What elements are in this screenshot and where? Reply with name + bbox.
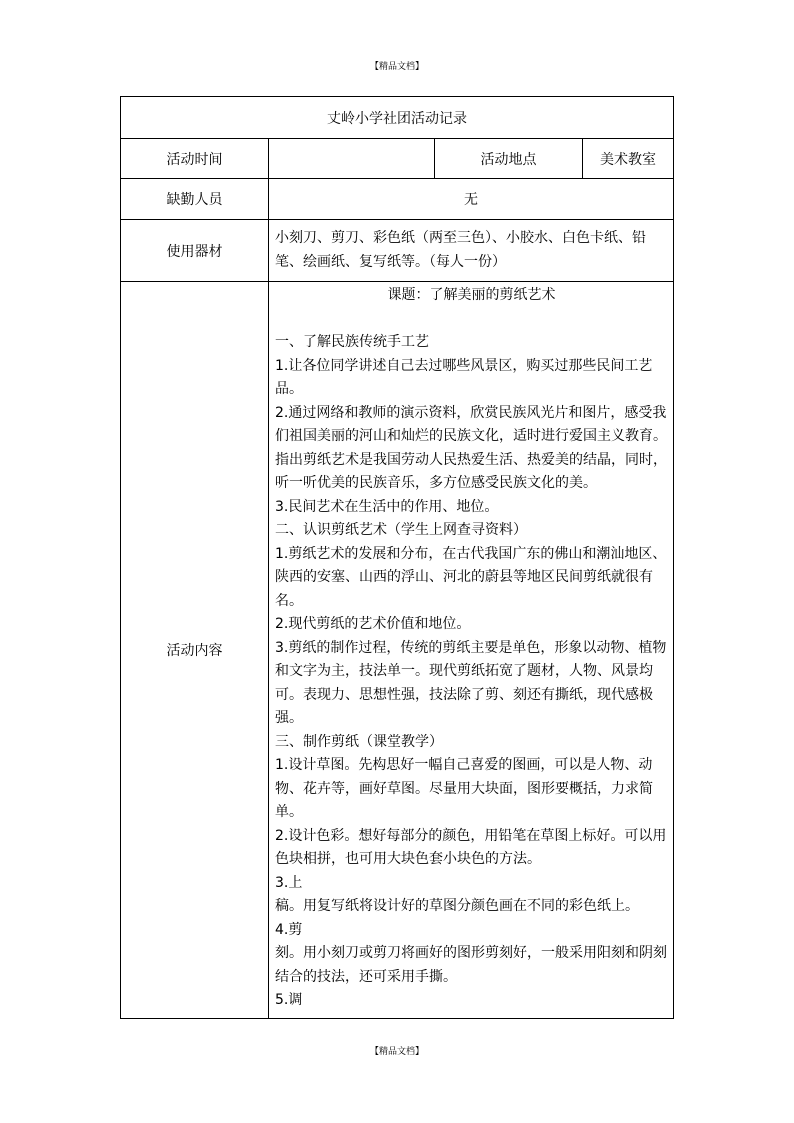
- content-paragraph: 5.调: [275, 992, 303, 1008]
- page-header: 【精品文档】: [369, 62, 424, 72]
- place-value: 美术教室: [583, 139, 674, 179]
- absent-label: 缺勤人员: [121, 179, 269, 220]
- content-body: [269, 282, 673, 1018]
- equipment-value: 小刻刀、剪刀、彩色纸（两至三色）、小胶水、白色卡纸、铅笔、绘画纸、复写纸等。（每人一份）: [275, 230, 646, 270]
- place-label: 活动地点: [435, 139, 583, 179]
- section-heading: 三、制作剪纸（课堂教学）: [275, 733, 443, 750]
- content-label: 活动内容: [121, 282, 269, 1019]
- content-cell: [269, 282, 674, 1019]
- equipment-cell: [269, 220, 674, 282]
- content-paragraph: 2.现代剪纸的艺术价值和地位。: [275, 616, 471, 632]
- content-paragraph: 刻。用小刻刀或剪刀将画好的图形剪刻好，一般采用阳刻和阴刻结合的技法，还可采用手撕。: [275, 945, 667, 985]
- content-paragraph: 1.让各位同学讲述自己去过哪些风景区，购买过那些民间工艺品。: [275, 357, 653, 397]
- content-paragraph: 1.剪纸艺术的发展和分布，在古代我国广东的佛山和潮汕地区、陕西的安塞、山西的浮山、河北的蔚县等地区民间剪纸就很有名。: [275, 545, 667, 609]
- section-heading: 一、了解民族传统手工艺: [275, 334, 429, 350]
- content-paragraph: 3.民间艺术在生活中的作用、地位。: [275, 498, 499, 515]
- content-paragraph: 1.设计草图。先构思好一幅自己喜爱的图画，可以是人物、动物、花卉等，画好草图。尽量用大块面，图形要概括，力求简单。: [275, 757, 653, 820]
- section-heading: 二、认识剪纸艺术（学生上网查寻资料）: [275, 522, 527, 538]
- table-title: 丈岭小学社团活动记录: [121, 97, 674, 139]
- content-paragraph: 4.剪: [275, 921, 303, 938]
- page-footer: 【精品文档】: [369, 1047, 424, 1057]
- content-paragraph: 2.通过网络和教师的演示资料，欣赏民族风光片和图片，感受我们祖国美丽的河山和灿烂的民族文化，适时进行爱国主义教育。指出剪纸艺术是我国劳动人民热爱生活、热爱美的结晶，同时，听一听优美的民族音乐，多方位感受民族文化的美。: [275, 404, 667, 491]
- lesson-title: 课题：了解美丽的剪纸艺术: [387, 287, 556, 303]
- equipment-label: 使用器材: [121, 220, 269, 282]
- activity-record-table: [120, 96, 674, 1019]
- blank-line: [275, 308, 668, 332]
- absent-value: 无: [269, 179, 674, 220]
- time-label: 活动时间: [121, 139, 269, 179]
- content-paragraph: 3.剪纸的制作过程，传统的剪纸主要是单色，形象以动物、植物和文字为主，技法单一。现代剪纸拓宽了题材，人物、风景均可。表现力、思想性强，技法除了剪、刻还有撕纸，现代感极强。: [275, 639, 667, 726]
- content-paragraph: 稿。用复写纸将设计好的草图分颜色画在不同的彩色纸上。: [275, 898, 639, 914]
- content-paragraph: 2.设计色彩。想好每部分的颜色，用铅笔在草图上标好。可以用色块相拼，也可用大块色套小块色的方法。: [275, 827, 667, 867]
- content-paragraph: 3.上: [275, 874, 303, 891]
- time-value: [269, 139, 435, 179]
